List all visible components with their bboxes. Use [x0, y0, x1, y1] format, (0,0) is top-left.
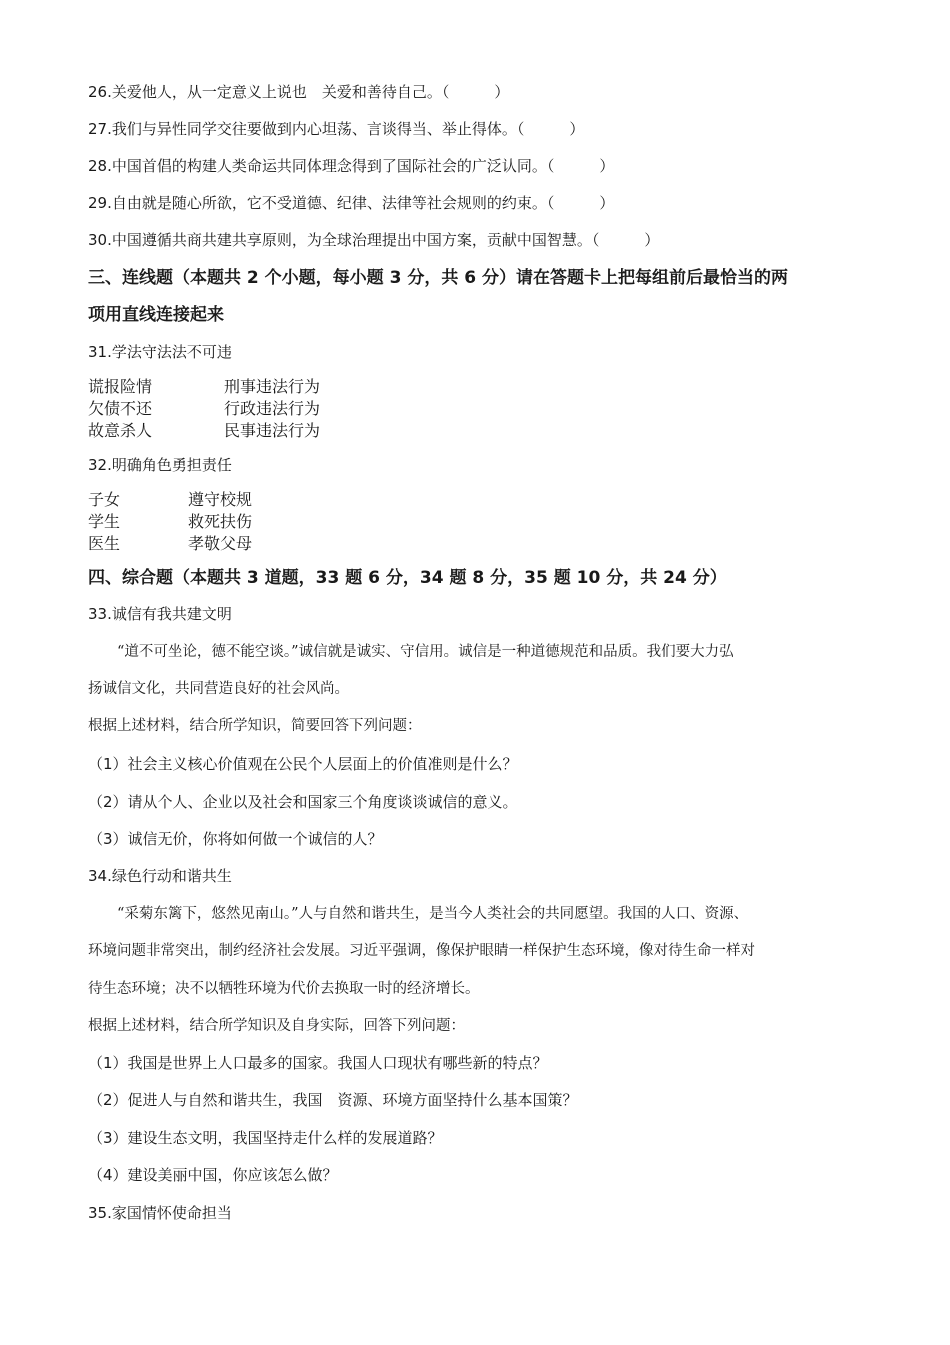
q33-sub2: （2）请从个人、企业以及社会和国家三个角度谈谈诚信的意义。 [88, 793, 518, 811]
q31-right-item: 行政违法行为 [224, 399, 321, 418]
q32-left-item: 医生 [88, 534, 121, 553]
q32-left-column [88, 489, 120, 555]
q31-right-column [224, 376, 320, 442]
q34-material-line3: 待生态环境；决不以牺牲环境为代价去换取一时的经济增长。 [88, 981, 480, 997]
q34-sub1: （1）我国是世界上人口最多的国家。我国人口现状有哪些新的特点？ [88, 1054, 548, 1072]
section-3-heading-line1: 三、连线题（本题共 2 个小题，每小题 3 分，共 6 分）请在答题卡上把每组前后最恰当的两 [88, 268, 788, 288]
q33-sub3: （3）诚信无价，你将如何做一个诚信的人？ [88, 830, 383, 848]
question-31-title: 31.学法守法法不可违 [88, 343, 232, 361]
q33-material-line2: 扬诚信文化，共同营造良好的社会风尚。 [88, 681, 349, 697]
q31-left-item: 故意杀人 [88, 421, 153, 440]
question-35-title: 35.家国情怀使命担当 [88, 1204, 232, 1222]
q34-sub3: （3）建设生态文明，我国坚持走什么样的发展道路？ [88, 1129, 443, 1147]
q33-prompt: 根据上述材料，结合所学知识，简要回答下列问题： [88, 718, 422, 734]
q32-left-item: 学生 [88, 512, 121, 531]
section-3-heading-line2: 项用直线连接起来 [88, 305, 224, 325]
q31-left-item: 谎报险情 [88, 377, 153, 396]
q34-prompt: 根据上述材料，结合所学知识及自身实际，回答下列问题： [88, 1018, 465, 1034]
section-4-heading: 四、综合题（本题共 3 道题，33 题 6 分，34 题 8 分，35 题 10 分，共 24 分） [88, 568, 727, 588]
q32-right-column [188, 489, 252, 555]
q32-right-item: 孝敬父母 [188, 534, 253, 553]
q32-right-item: 救死扶伤 [188, 512, 253, 531]
q34-sub2: （2）促进人与自然和谐共生，我国 资源、环境方面坚持什么基本国策？ [88, 1091, 578, 1109]
q31-right-item: 刑事违法行为 [224, 377, 321, 396]
question-30: 30.中国遵循共商共建共享原则，为全球治理提出中国方案，贡献中国智慧。（ ） [88, 231, 660, 249]
question-27: 27.我们与异性同学交往要做到内心坦荡、言谈得当、举止得体。（ ） [88, 120, 585, 138]
question-34-title: 34.绿色行动和谐共生 [88, 867, 232, 885]
question-26: 26.关爱他人，从一定意义上说也 关爱和善待自己。（ ） [88, 83, 510, 101]
question-32-title: 32.明确角色勇担责任 [88, 456, 232, 474]
question-33-title: 33.诚信有我共建文明 [88, 605, 232, 623]
q32-right-item: 遵守校规 [188, 490, 253, 509]
q31-left-column [88, 376, 152, 442]
q33-material-line1: “道不可坐论，德不能空谈。”诚信就是诚实、守信用。诚信是一种道德规范和品质。我们要大力弘 [88, 644, 734, 660]
q34-material-line1: “采菊东篱下，悠然见南山。”人与自然和谐共生，是当今人类社会的共同愿望。我国的人口、资源、 [88, 906, 749, 922]
q31-left-item: 欠债不还 [88, 399, 153, 418]
q31-right-item: 民事违法行为 [224, 421, 321, 440]
question-28: 28.中国首倡的构建人类命运共同体理念得到了国际社会的广泛认同。（ ） [88, 157, 615, 175]
q33-sub1: （1）社会主义核心价值观在公民个人层面上的价值准则是什么？ [88, 755, 518, 773]
q34-sub4: （4）建设美丽中国，你应该怎么做？ [88, 1166, 338, 1184]
q32-left-item: 子女 [88, 490, 121, 509]
q34-material-line2: 环境问题非常突出，制约经济社会发展。习近平强调，像保护眼睛一样保护生态环境，像对待生命一样对 [88, 943, 755, 959]
question-29: 29.自由就是随心所欲，它不受道德、纪律、法律等社会规则的约束。（ ） [88, 194, 615, 212]
